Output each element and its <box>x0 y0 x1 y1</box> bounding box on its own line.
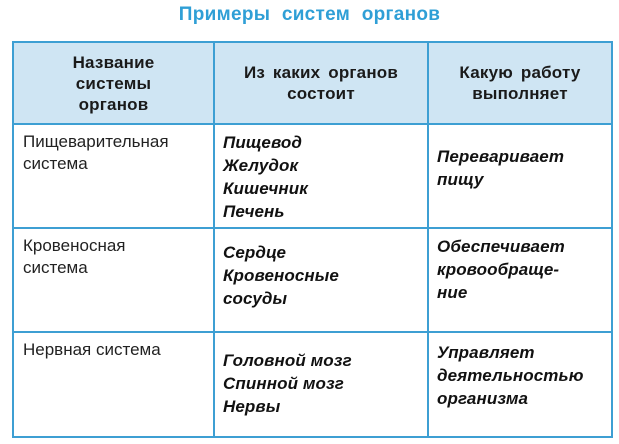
header-line: Из каких органов <box>243 63 399 82</box>
organ-item: Нервы <box>223 396 281 416</box>
system-name-line: Нервная система <box>23 339 161 359</box>
header-line: органов <box>78 94 149 114</box>
organ-item: Спинной мозг <box>223 373 344 393</box>
organ-item: сосуды <box>223 289 288 309</box>
table-row-circulatory <box>14 228 611 331</box>
header-line: Название <box>72 52 155 72</box>
organs-cell <box>214 124 428 228</box>
header-line: состоит <box>287 84 355 103</box>
function-line: ние <box>437 283 468 303</box>
function-cell <box>428 332 611 436</box>
system-name-line: система <box>23 258 88 278</box>
organ-item: Кишечник <box>223 179 308 198</box>
organ-item: Кровеносные <box>223 266 339 286</box>
organ-item: Сердце <box>223 243 287 263</box>
header-line: системы <box>75 73 152 93</box>
function-line: пищу <box>437 170 484 189</box>
system-name-line: Кровеносная <box>23 236 126 256</box>
system-name-line: Пищеварительная <box>23 132 169 151</box>
organ-systems-table <box>12 41 613 438</box>
function-line: организма <box>437 388 529 408</box>
function-line: Управляет <box>437 342 535 362</box>
organ-item: Желудок <box>223 156 299 175</box>
function-line: деятельностью <box>437 365 584 385</box>
organ-item: Головной мозг <box>223 350 352 370</box>
header-line: выполняет <box>472 84 568 103</box>
table-row-nervous <box>14 332 611 436</box>
function-line: кровообраще- <box>437 260 560 280</box>
function-cell <box>428 228 611 331</box>
system-name-cell <box>14 124 214 228</box>
function-line: Обеспечивает <box>437 237 565 257</box>
header-function <box>428 43 611 124</box>
system-name-line: система <box>23 154 88 173</box>
organs-cell <box>214 332 428 436</box>
organ-item: Печень <box>223 202 285 221</box>
table <box>14 43 611 436</box>
system-name-cell <box>14 228 214 331</box>
header-system-name <box>14 43 214 124</box>
organs-cell <box>214 228 428 331</box>
header-row <box>14 43 611 124</box>
page-title: Примеры систем органов <box>178 4 441 25</box>
header-line: Какую работу <box>459 63 581 82</box>
system-name-cell <box>14 332 214 436</box>
table-row-digestive <box>14 124 611 228</box>
function-cell <box>428 124 611 228</box>
organ-item: Пищевод <box>223 133 302 152</box>
function-line: Переваривает <box>437 147 565 166</box>
header-organs <box>214 43 428 124</box>
